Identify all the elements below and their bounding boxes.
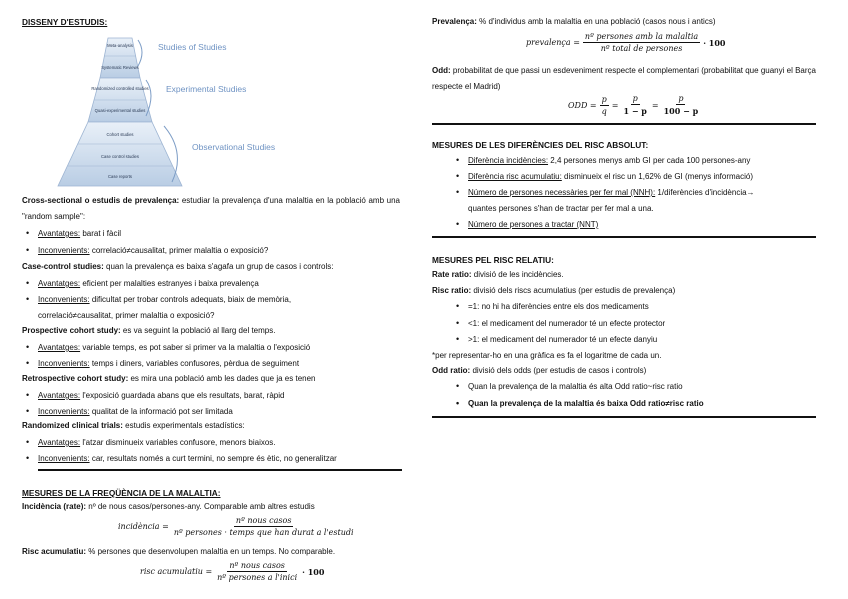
rr-greater-one: • >1: el medicament del numerador té un efecte danyiu	[468, 335, 657, 344]
case-control-line: Case-control studies: quan la prevalença es baixa s'agafa un grup de casos i controls:	[22, 262, 334, 271]
or-low-prevalence: • Quan la prevalença de la malaltia és baixa Odd ratio≠risc ratio	[468, 399, 704, 408]
prevalence-formula: prevalença = $\frac{\text{nº persones amb la malaltia}}{\text{nº total de persones}}$ · 100	[526, 32, 726, 53]
bracket-studies	[138, 40, 142, 66]
divider	[432, 123, 816, 125]
pyramid-level-case-control: Case control studies	[101, 154, 139, 159]
frequency-title: MESURES DE LA FREQÜÈNCIA DE LA MALALTIA:	[22, 488, 221, 498]
prevalence-line: Prevalença: % d'individus amb la malaltia en una població (casos nous i antics)	[432, 17, 716, 26]
incidence-difference: • Diferència incidències: 2,4 persones menys amb GI per cada 100 persones-any	[468, 156, 750, 165]
study-design-title: DISSENY D'ESTUDIS:	[22, 17, 108, 27]
rct-line: Randomized clinical trials: estudis experimentals estadístics:	[22, 421, 245, 430]
cc-disadvantages: • Inconvenients: dificultat per trobar controls adequats, biaix de memòria,	[38, 295, 291, 304]
nnh-cont: quantes persones s'han de tractar per fer mal a una.	[468, 204, 654, 213]
prospective-line: Prospective cohort study: es va seguint la població al llarg del temps.	[22, 326, 276, 335]
absolute-risk-title: MESURES DE LES DIFERÈNCIES DEL RISC ABSOLUT:	[432, 140, 649, 150]
divider	[432, 236, 816, 238]
pyramid-level-systematic: Systematic Reviews	[101, 65, 139, 70]
cross-sectional-label: Cross-sectional o estudis de prevalença:	[22, 196, 180, 205]
incidence-formula: incidència = $\frac{\text{nº nous casos}}{\text{nº persones · temps que han durat a l'estudi}}$	[118, 516, 354, 537]
cumulative-risk-formula: risc acumulatiu = $\frac{\text{nº nous casos}}{\text{nº persones a l'inici}}$ · 100	[140, 561, 325, 582]
odd-paragraph: Odd: probabilitat de que passi un esdeveniment respecte el complementari (probabilitat que guanyi el Barça respecte el Madrid)	[432, 66, 816, 91]
group-experimental: Experimental Studies	[166, 84, 247, 94]
group-studies-of-studies: Studies of Studies	[158, 42, 227, 52]
cross-disadvantages: • Inconvenients: correlació≠causalitat, primer malaltia o exposició?	[38, 246, 268, 255]
divider	[432, 416, 816, 418]
rate-ratio-line: Rate ratio: divisió de les incidències.	[432, 270, 564, 279]
nnt: • Número de persones a tractar (NNT)	[468, 220, 598, 229]
pyramid-level-case-reports: Case reports	[108, 174, 132, 179]
pyramid-level-quasi: Quasi-experimental studies	[94, 108, 146, 113]
retrospective-line: Retrospective cohort study: es mira una població amb les dades que ja es tenen	[22, 374, 316, 383]
rc-disadvantages: • Inconvenients: qualitat de la informació pot ser limitada	[38, 407, 233, 416]
nnh: • Número de persones necessàries per fer mal (NNH): 1/diferències d'incidència→	[468, 188, 755, 197]
evidence-pyramid	[36, 32, 276, 192]
pyramid-level-cohort: Cohort studies	[106, 132, 134, 137]
log-note: *per representar-ho en una gràfica es fa el logaritme de cada un.	[432, 351, 662, 360]
rct-disadvantages: • Inconvenients: car, resultats només a curt termini, no sempre és ètic, no generalitzar	[38, 454, 337, 463]
incidence-line: Incidència (rate): nº de nous casos/persones-any. Comparable amb altres estudis	[22, 502, 315, 511]
rc-advantages: • Avantatges: l'exposició guardada abans que els resultats, barat, ràpid	[38, 391, 284, 400]
group-observational: Observational Studies	[192, 142, 276, 152]
rct-advantages: • Avantatges: l'atzar disminueix variables confusore, menors biaixos.	[38, 438, 276, 447]
pyramid-level-rct: Randomized controlled studies	[91, 86, 149, 91]
cc-advantages: • Avantatges: eficient per malalties estranyes i baixa prevalença	[38, 279, 259, 288]
pc-advantages: • Avantatges: variable temps, es pot saber si primer va la malaltia o l'exposició	[38, 343, 310, 352]
rr-less-one: • <1: el medicament del numerador té un efecte protector	[468, 319, 665, 328]
risk-difference: • Diferència risc acumulatiu: disminueix el risc un 1,62% de GI (menys informació)	[468, 172, 753, 181]
pyramid-level-meta: Meta-analysis	[107, 43, 133, 48]
risk-ratio-line: Risc ratio: divisió dels riscs acumulatius (per estudis de prevalença)	[432, 286, 676, 295]
cross-advantages: • Avantatges: barat i fàcil	[38, 229, 121, 238]
divider	[38, 469, 402, 471]
cc-disadvantages-cont: correlació≠causalitat, primer malaltia o exposició?	[38, 311, 215, 320]
odd-formula: ODD = $\frac{p}{q}$ = $\frac{p}{1 - p}$ = $\frac{p}{100 - p}$	[568, 94, 699, 116]
cross-sectional-text: estudiar la prevalença d'una malaltia en la població amb una "random sample":	[22, 196, 400, 221]
rr-equal-one: • =1: no hi ha diferències entre els dos medicaments	[468, 302, 649, 311]
relative-risk-title: MESURES PEL RISC RELATIU:	[432, 255, 554, 265]
cross-sectional-paragraph	[22, 193, 400, 225]
odd-ratio-line: Odd ratio: divisió dels odds (per estudis de casos i controls)	[432, 366, 647, 375]
cumulative-risk-line: Risc acumulatiu: % persones que desenvolupen malaltia en un temps. No comparable.	[22, 547, 336, 556]
or-high-prevalence: • Quan la prevalença de la malaltia és alta Odd ratio~risc ratio	[468, 382, 683, 391]
pc-disadvantages: • Inconvenients: temps i diners, variables confusores, pèrdua de seguiment	[38, 359, 299, 368]
